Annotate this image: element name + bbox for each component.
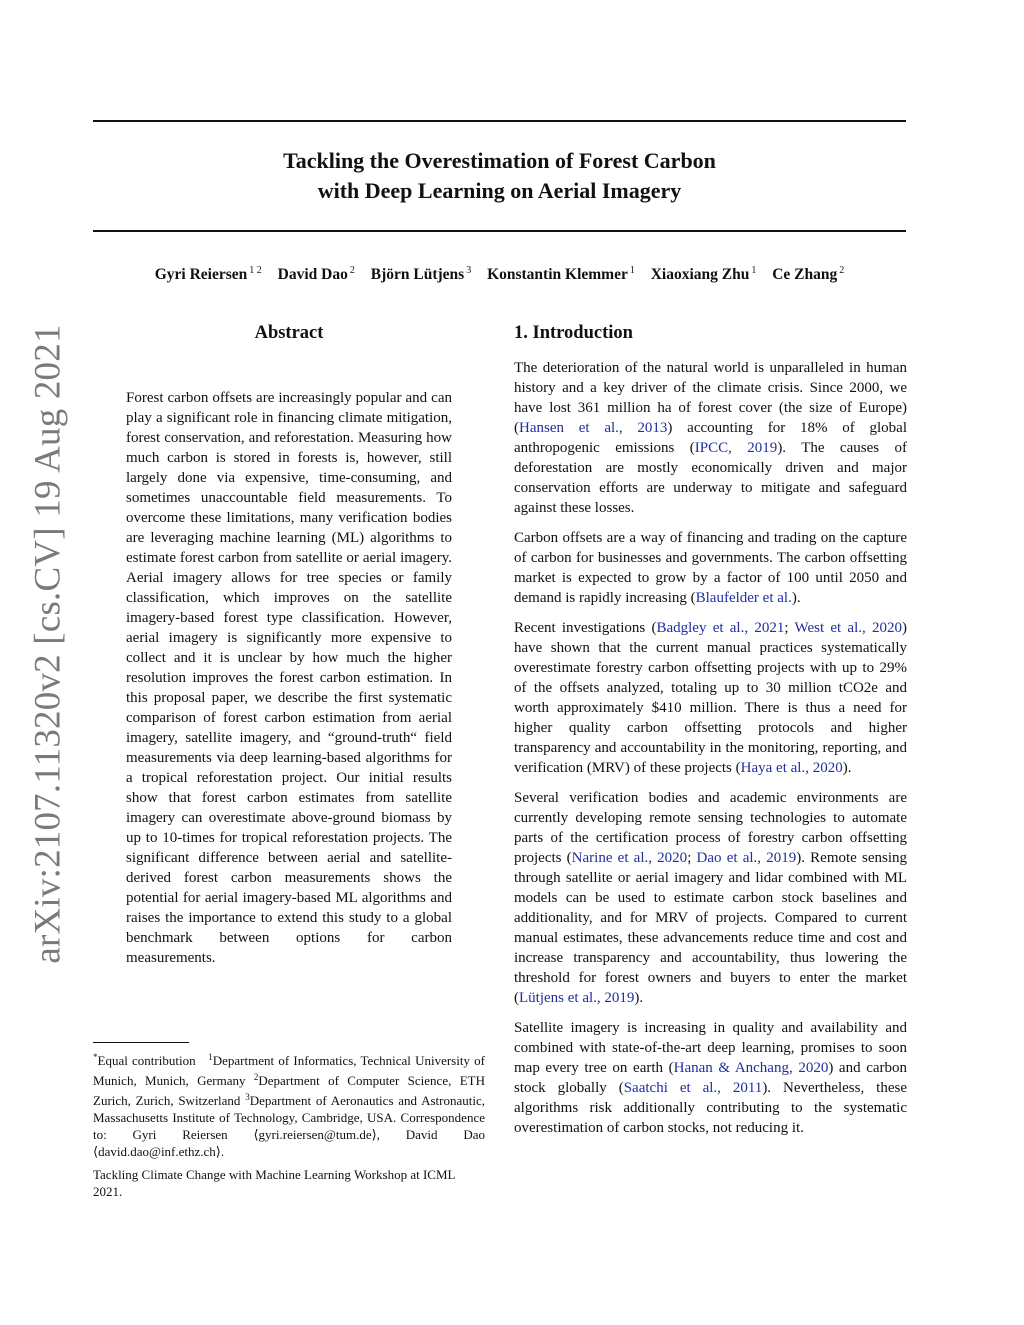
affiliation-footnote: *Equal contribution $^1$Department of Informatics, Technical University of Munich, Munich, Germany $^2$Department of Computer Science, ETH Zurich, Zurich, Switzerland $^3$Department of Aeronautics and Astronautic, Massachusetts Institute of Technology, Cambridge, USA. Correspondence to: Gyri Reiersen ⟨gyri.reiersen@tum.de⟩, David Dao ⟨david.dao@inf.ethz.ch⟩. (93, 1052, 486, 1159)
author: Konstantin Klemmer $^1$ (487, 265, 635, 283)
author-list (93, 265, 906, 284)
citation-link[interactable]: Badgley et al., 2021 (656, 620, 785, 636)
author: Ce Zhang $^2$ (772, 265, 845, 283)
citation-link[interactable]: Dao et al., 2019 (696, 850, 797, 866)
citation-link[interactable]: West et al., 2020 (794, 620, 903, 636)
citation-link[interactable]: Hansen et al., 2013 (519, 420, 668, 436)
author: Xiaoxiang Zhu $^1$ (650, 265, 757, 283)
citation-link[interactable]: IPCC, 2019 (694, 440, 778, 456)
intro-paragraph-4: Several verification bodies and academic environments are currently developing remote sensing technologies to automate parts of the certification process of forestry carbon offsetting projects (Narine et al., 2020; Dao et al., 2019). Remote sensing through satellite or aerial imagery and lidar combined with ML models can be used to estimate carbon stock baselines and additionality, and for MRV of projects. Compared to current manual estimates, these advancements reduce time and cost and increase transparency and accountability, thus lowering the threshold for forest owners and buyers to enter the market (Lütjens et al., 2019). (514, 790, 908, 1006)
title-line-2: with Deep Learning on Aerial Imagery (317, 178, 682, 203)
author: David Dao $^2$ (277, 265, 355, 283)
intro-paragraph-5: Satellite imagery is increasing in quality and availability and combined with state-of-the-art deep learning, promises to soon map every tree on earth (Hanan & Anchang, 2020) and carbon stock globally (Saatchi et al., 2011). Nevertheless, these algorithms risk additionally contributing to the systematic overestimation of carbon stocks, not reducing it. (514, 1020, 908, 1136)
footnote-rule (93, 1042, 189, 1043)
abstract-text: Forest carbon offsets are increasingly popular and can play a significant role in financing climate mitigation, forest conservation, and reforestation. Measuring how much carbon is stored in forests is, however, still largely done via expensive, time-consuming, and sometimes unaccountable field measurements. To overcome these limitations, many verification bodies are leveraging machine learning (ML) algorithms to estimate forest carbon from satellite or aerial imagery. Aerial imagery allows for tree species or family classification, which improves on the satellite imagery-based forest type classification. However, aerial imagery is significantly more expensive to collect and it is unclear by how much the higher resolution improves the forest carbon estimation. In this proposal paper, we describe the first systematic comparison of forest carbon estimation from aerial imagery, satellite imagery, and “ground-truth“ field measurements via deep learning-based algorithms for a tropical reforestation project. Our initial results show that forest carbon estimates from satellite imagery can overestimate above-ground biomass by up to 10-times for tropical reforestation projects. The significant difference between aerial and satellite-derived forest carbon measurements shows the potential for aerial imagery-based ML algorithms and raises the importance to extend this study to a global benchmark between options for carbon measurements. (126, 390, 452, 966)
paper-title (93, 146, 906, 206)
citation-link[interactable]: Hanan & Anchang, 2020 (673, 1060, 829, 1076)
introduction-heading: 1. Introduction (514, 323, 633, 343)
intro-paragraph-3: Recent investigations (Badgley et al., 2021; West et al., 2020) have shown that the current manual practices systematically overestimate forestry carbon offsetting projects with up to 29% of the offsets analyzed, totaling up to 30 million tCO2e and worth approximately $410 million. There is thus a need for higher quality carbon offsetting protocols and higher transparency and accountability in the monitoring, reporting, and verification (MRV) of these projects (Haya et al., 2020). (514, 620, 908, 776)
title-line-1: Tackling the Overestimation of Forest Carbon (283, 148, 716, 173)
citation-link[interactable]: Haya et al., 2020 (740, 760, 843, 776)
title-rule-bottom (93, 230, 906, 232)
citation-link[interactable]: Lütjens et al., 2019 (519, 990, 635, 1006)
title-rule-top (93, 120, 906, 122)
arxiv-identifier: arXiv:2107.11320v2 [cs.CV] 19 Aug 2021 (27, 324, 69, 964)
intro-paragraph-2: Carbon offsets are a way of financing and trading on the capture of carbon for businesses and governments. The carbon offsetting market is expected to grow by a factor of 100 until 2050 and demand is rapidly increasing (Blaufelder et al.). (514, 530, 907, 606)
author: Gyri Reiersen $^{1 2}$ (154, 265, 262, 283)
workshop-note: Tackling Climate Change with Machine Learning Workshop at ICML 2021. (93, 1167, 455, 1199)
citation-link[interactable]: Narine et al., 2020 (571, 850, 688, 866)
abstract-heading: Abstract (254, 323, 324, 343)
intro-paragraph-1: The deterioration of the natural world is unparalleled in human history and a key driver of the climate crisis. Since 2000, we have lost 361 million ha of forest cover (the size of Europe) (Hansen et al., 2013) accounting for 18% of global anthropogenic emissions (IPCC, 2019). The causes of deforestation are mostly economically driven and major conservation efforts are underway to mitigate and safeguard against these losses. (514, 360, 907, 516)
author: Björn Lütjens $^3$ (370, 265, 472, 283)
left-column (93, 320, 485, 968)
right-column (514, 320, 907, 1138)
citation-link[interactable]: Blaufelder et al. (695, 590, 792, 606)
citation-link[interactable]: Saatchi et al., 2011 (623, 1080, 763, 1096)
